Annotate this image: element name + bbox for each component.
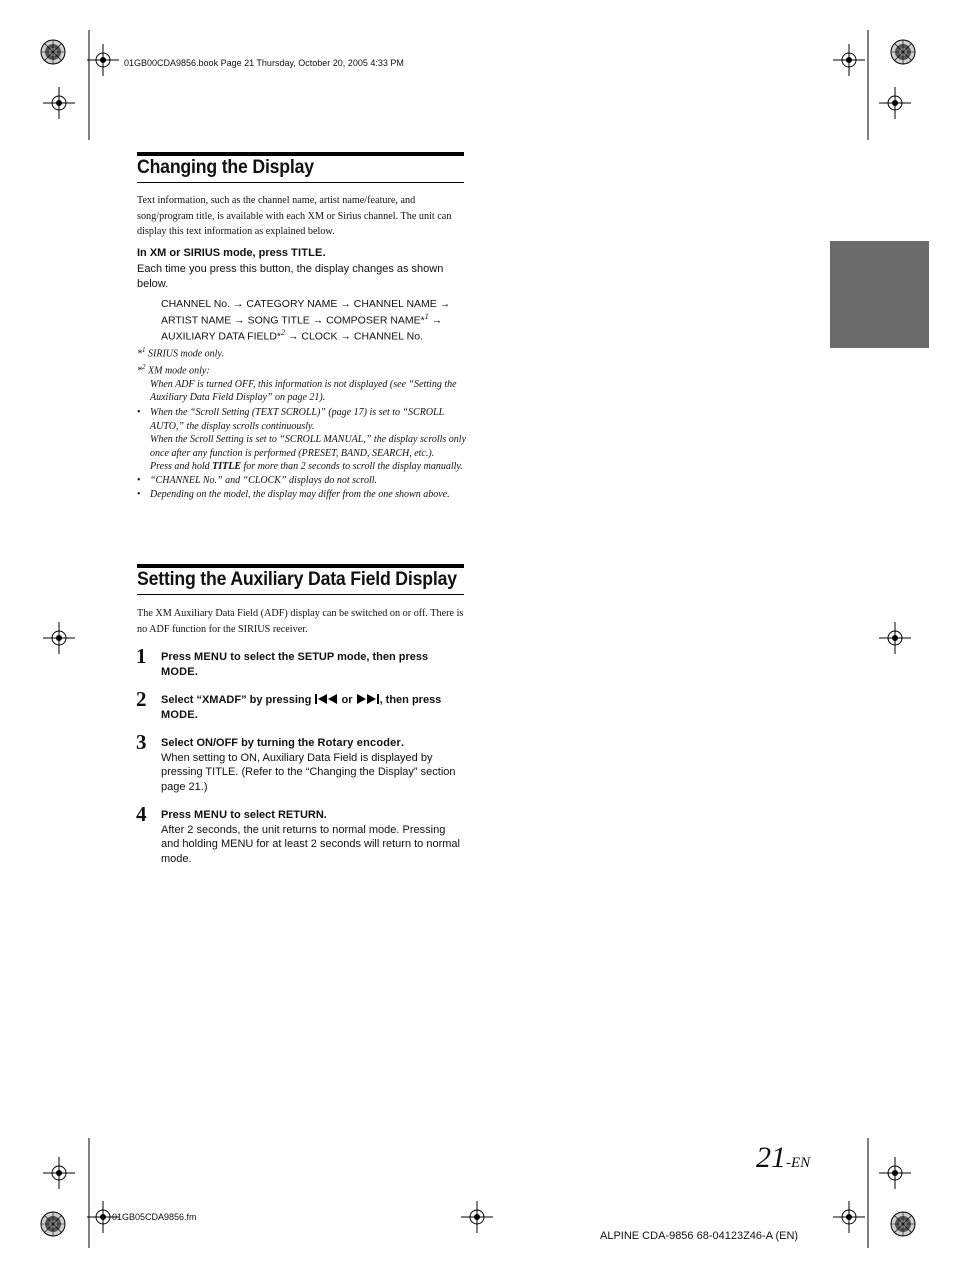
step-4: Press MENU to select RETURN. After 2 seconds, the unit returns to normal mode. Pressing and holding MENU for at least 2 seconds will return to normal mode.	[161, 809, 460, 865]
page-number: 21-EN	[756, 1141, 811, 1174]
section-underline	[137, 182, 464, 183]
registration-wheel-icon	[891, 40, 915, 64]
crosshair-icon	[43, 622, 75, 654]
list-item: • When the “Scroll Setting (TEXT SCROLL)” (page 17) is set to “SCROLL AUTO,” the display scrolls continuously. When the Scroll Setting is set to “SCROLL MANUAL,” the display scrolls only once after any function is performed (PRESET, BAND, SEARCH, etc.). Press and hold TITLE for more than 2 seconds to scroll the display manually.	[137, 406, 467, 474]
crosshair-icon	[87, 44, 119, 76]
side-tab	[830, 241, 929, 348]
step-number: 1	[136, 644, 147, 668]
list-item: • Depending on the model, the display may differ from the one shown above.	[137, 488, 467, 502]
footnotes: *$^1$ SIRIUS mode only. *$^2$ XM mode only: When ADF is turned OFF, this information is not displayed (see “Setting the Auxiliary Data Field Display” on page 21).	[137, 346, 457, 404]
crosshair-icon	[879, 622, 911, 654]
section-rule	[137, 564, 464, 568]
step-2: Select “XMADF” by pressing or , then press MODE.	[161, 694, 442, 721]
display-sequence: CHANNEL No. → CATEGORY NAME → CHANNEL NAME → ARTIST NAME → SONG TITLE → COMPOSER NAME*$^1$ → AUXILIARY DATA FIELD*$^2$ → CLOCK → CHANNEL No.	[161, 298, 451, 343]
section-rule	[137, 152, 464, 156]
notes-list	[137, 406, 467, 501]
instruction-description: Each time you press this button, the display changes as shown below.	[137, 263, 444, 290]
footer-file-name: 01GB05CDA9856.fm	[112, 1212, 197, 1222]
step-number: 3	[136, 730, 147, 754]
crosshair-icon	[833, 44, 865, 76]
crosshair-icon	[833, 1201, 865, 1233]
section-title-changing-display: Changing the Display	[137, 157, 314, 178]
file-meta: 01GB00CDA9856.book Page 21 Thursday, October 20, 2005 4:33 PM	[124, 58, 404, 68]
footer-model: ALPINE CDA-9856 68-04123Z46-A (EN)	[600, 1230, 799, 1242]
instruction: In XM or SIRIUS mode, press TITLE.	[137, 247, 326, 259]
skip-back-icon	[314, 694, 338, 704]
section2-intro: The XM Auxiliary Data Field (ADF) display can be switched on or off. There is no ADF function for the SIRIUS receiver.	[137, 608, 464, 635]
step-3: Select ON/OFF by turning the Rotary encoder. When setting to ON, Auxiliary Data Field is displayed by pressing TITLE. (Refer to the “Changing the Display” section page 21.)	[161, 737, 456, 793]
step-number: 4	[136, 802, 147, 826]
section1-intro: Text information, such as the channel name, artist name/feature, and song/program title, is available with each XM or Sirius channel. The unit can display this text information as explained below.	[137, 195, 452, 237]
registration-wheel-icon	[41, 1212, 65, 1236]
step-1: Press MENU to select the SETUP mode, then press MODE.	[161, 651, 429, 678]
skip-forward-icon	[356, 694, 380, 704]
section-title-aux-data-field: Setting the Auxiliary Data Field Display	[137, 569, 457, 590]
crosshair-icon	[43, 87, 75, 119]
registration-wheel-icon	[41, 40, 65, 64]
registration-wheel-icon	[891, 1212, 915, 1236]
crosshair-icon	[43, 1157, 75, 1189]
crosshair-icon	[461, 1201, 493, 1233]
crosshair-icon	[879, 1157, 911, 1189]
section-underline	[137, 594, 464, 595]
crosshair-icon	[879, 87, 911, 119]
step-number: 2	[136, 687, 147, 711]
list-item: • “CHANNEL No.” and “CLOCK” displays do not scroll.	[137, 474, 467, 488]
